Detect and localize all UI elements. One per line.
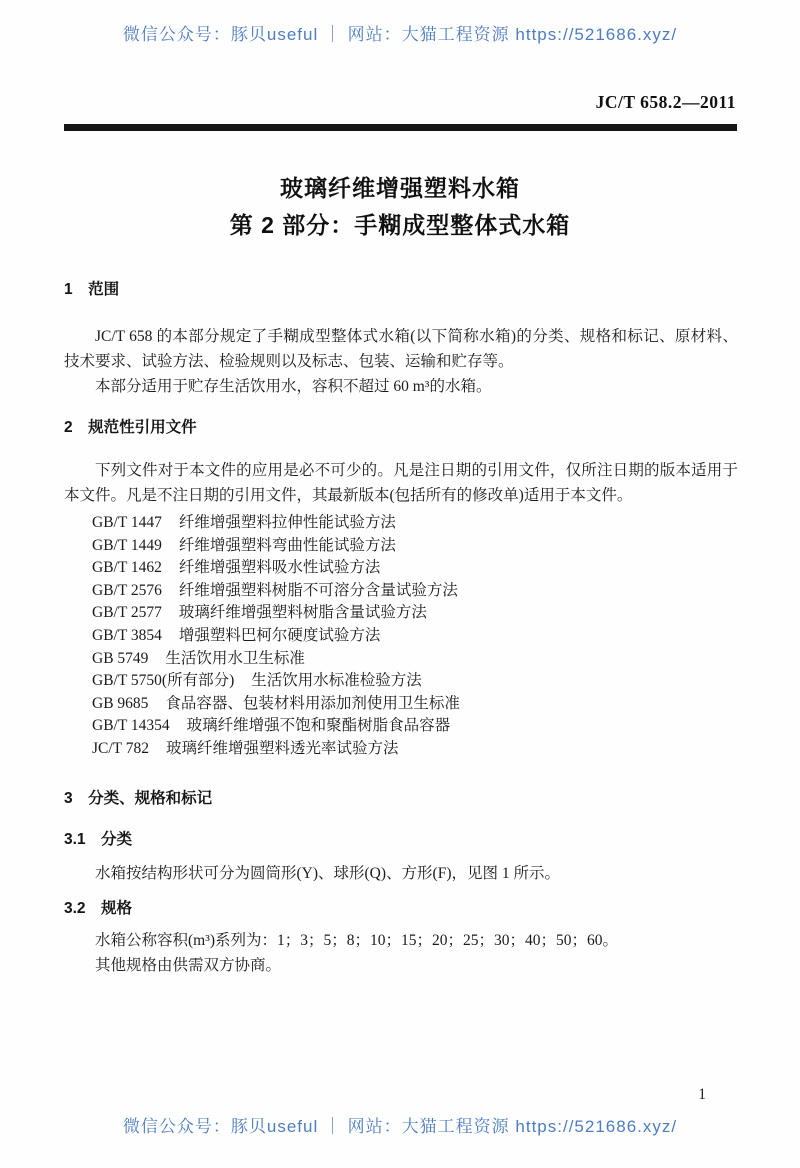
reference-code: GB/T 14354 (92, 717, 170, 735)
section-2-paragraph-1: 下列文件对于本文件的应用是必不可少的。凡是注日期的引用文件，仅所注日期的版本适用于本文件。凡是不注日期的引用文件，其最新版本(包括所有的修改单)适用于本文件。 (64, 462, 738, 504)
reference-title: 玻璃纤维增强塑料透光率试验方法 (166, 739, 399, 757)
reference-item (92, 738, 738, 761)
reference-title: 玻璃纤维增强塑料树脂含量试验方法 (178, 604, 427, 622)
section-3-heading: 3 分类、规格和标记 (64, 789, 213, 807)
section-1-paragraph-2: 本部分适用于贮存生活饮用水，容积不超过 60 m³的水箱。 (95, 378, 492, 395)
watermark-bottom: 微信公众号：豚贝useful ｜ 网站：大猫工程资源 https://521686.xyz/ (122, 1117, 678, 1136)
reference-code: JC/T 782 (92, 739, 149, 757)
reference-code: GB/T 1447 (92, 514, 162, 531)
reference-item (92, 512, 738, 535)
reference-title: 生活饮用水标准检验方法 (251, 672, 422, 690)
header-rule (64, 124, 737, 131)
reference-title: 纤维增强塑料拉伸性能试验方法 (178, 514, 396, 531)
section-3-2-paragraph-2: 其他规格由供需双方协商。 (95, 956, 282, 974)
reference-code: GB 9685 (92, 694, 149, 712)
section-2-heading: 2 规范性引用文件 (64, 419, 197, 436)
normative-references-list (64, 512, 738, 761)
section-3-1-heading: 3.1 分类 (64, 830, 133, 848)
reference-item (92, 648, 738, 671)
page-number: 1 (698, 1086, 706, 1103)
section-1-heading: 1 范围 (64, 281, 120, 298)
document-body (64, 279, 738, 978)
reference-item (92, 693, 738, 716)
standard-number: JC/T 658.2—2011 (595, 92, 736, 112)
reference-title: 纤维增强塑料树脂不可溶分含量试验方法 (178, 581, 458, 599)
reference-item (92, 535, 738, 558)
document-title (0, 170, 800, 244)
reference-code: GB/T 5750(所有部分) (92, 672, 235, 690)
reference-item (92, 625, 738, 648)
reference-title: 纤维增强塑料弯曲性能试验方法 (178, 536, 396, 554)
reference-item (92, 557, 738, 580)
reference-item (92, 670, 738, 693)
section-3-1-paragraph-1: 水箱按结构形状可分为圆筒形(Y)、球形(Q)、方形(F)，见图 1 所示。 (95, 864, 560, 882)
watermark-top: 微信公众号：豚贝useful ｜ 网站：大猫工程资源 https://521686.xyz/ (122, 25, 678, 44)
reference-title: 生活饮用水卫生标准 (165, 649, 305, 667)
document-title-line2: 第 2 部分：手糊成型整体式水箱 (229, 212, 571, 238)
document-title-line1: 玻璃纤维增强塑料水箱 (280, 175, 520, 201)
reference-item (92, 715, 738, 738)
reference-code: GB/T 2577 (92, 604, 162, 622)
reference-title: 食品容器、包装材料用添加剂使用卫生标准 (165, 694, 460, 712)
reference-code: GB/T 1449 (92, 536, 162, 554)
reference-code: GB/T 3854 (92, 626, 162, 644)
reference-code: GB/T 2576 (92, 581, 162, 599)
reference-code: GB/T 1462 (92, 559, 162, 577)
section-3-2-heading: 3.2 规格 (64, 899, 133, 917)
section-3-2-paragraph-1: 水箱公称容积(m³)系列为：1；3；5；8；10；15；20；25；30；40；50；60。 (95, 931, 619, 949)
reference-title: 纤维增强塑料吸水性试验方法 (178, 559, 381, 577)
reference-item (92, 580, 738, 603)
reference-item (92, 602, 738, 625)
reference-title: 增强塑料巴柯尔硬度试验方法 (178, 626, 381, 644)
section-1-paragraph-1: JC/T 658 的本部分规定了手糊成型整体式水箱(以下简称水箱)的分类、规格和标记、原材料、技术要求、试验方法、检验规则以及标志、包装、运输和贮存等。 (64, 328, 738, 370)
reference-code: GB 5749 (92, 649, 149, 667)
reference-title: 玻璃纤维增强不饱和聚酯树脂食品容器 (186, 717, 451, 735)
